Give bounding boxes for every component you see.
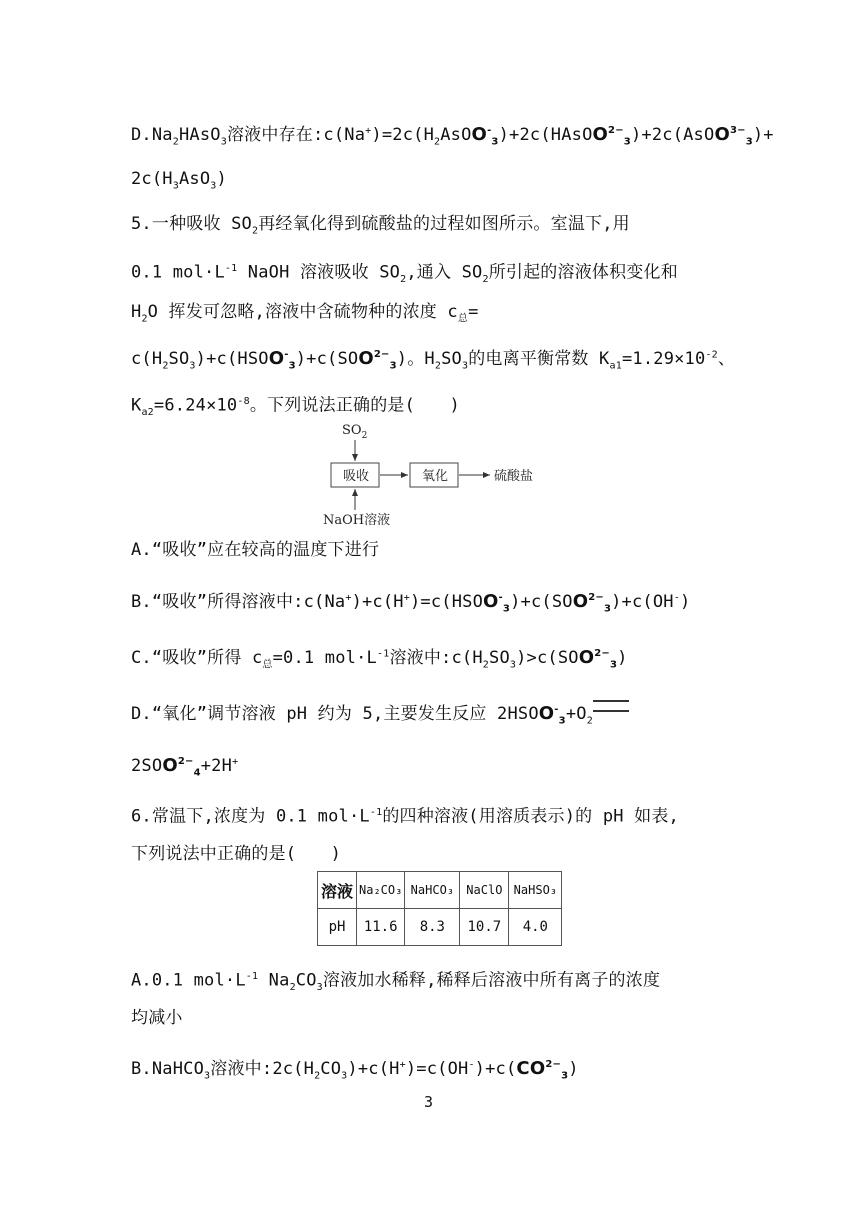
text: 溶液加水稀释,稀释后溶液中所有离子的浓度 (322, 970, 661, 991)
ion-so3 (358, 348, 397, 372)
q5-line2 (131, 257, 678, 292)
text: 3 (745, 136, 753, 148)
ion-hso3 (538, 703, 566, 727)
text: =1.29×10 (621, 349, 706, 369)
q5-line3 (131, 300, 479, 331)
text: AsO (178, 169, 211, 189)
text: 2− (373, 349, 390, 360)
text: ) (617, 648, 628, 668)
diagram-input-bottom-label: NaOH溶液 (323, 513, 391, 528)
prev-option-d-line1 (131, 119, 774, 155)
text: -2 (705, 349, 718, 361)
text: -1 (245, 971, 259, 982)
text: O (471, 124, 488, 145)
text: 3 (509, 659, 517, 671)
text: )=2c(H (371, 125, 434, 145)
text: 2 (162, 360, 169, 372)
text: 3 (189, 360, 196, 372)
output-label: 硫酸盐 (494, 469, 534, 484)
text: 2 (361, 431, 368, 441)
text: a2 (141, 407, 154, 419)
text: O (162, 755, 178, 776)
text: O (714, 124, 730, 145)
text: O (358, 348, 374, 369)
text: Na (258, 970, 290, 991)
text: 3 (210, 180, 217, 192)
ion-so3 (572, 591, 612, 615)
text: O 挥发可忽略,溶液中含硫物种的浓度 c (147, 302, 458, 322)
text: )=c(HSO (409, 592, 484, 612)
text: 3− (729, 125, 746, 136)
text: 3 (561, 1070, 569, 1082)
text: O (483, 591, 499, 612)
text: )+c(SO (510, 592, 573, 612)
text: 2 (172, 136, 179, 148)
table-column-header: NaClO (460, 872, 509, 909)
text: 均减小 (131, 1008, 183, 1028)
text: + (365, 125, 372, 137)
q5-line4 (131, 343, 735, 379)
text: ,通入 SO (406, 262, 483, 283)
text: 3 (461, 360, 469, 372)
text: 、 (717, 349, 736, 369)
q6-option-a-line2 (131, 1006, 183, 1030)
table-column-header: NaHSO₃ (509, 872, 562, 909)
text: AsO (440, 125, 472, 145)
text: )+c( (474, 1059, 517, 1079)
text: SO (168, 349, 190, 369)
text: CO (516, 1058, 546, 1079)
text: )+c(H (351, 592, 404, 612)
text: 2 (141, 313, 148, 325)
text: Na (151, 125, 173, 145)
text: - (498, 592, 503, 603)
text: B.NaHCO (131, 1059, 205, 1079)
text: 3 (172, 180, 179, 192)
text: 2 (586, 715, 593, 727)
text: 的电离平衡常数 K (468, 349, 610, 369)
text: + (232, 756, 239, 768)
text: + (345, 592, 352, 604)
table-cell: 11.6 (357, 909, 405, 946)
text: + (399, 1059, 406, 1071)
text: )+2c(HAsO (498, 125, 593, 145)
text: D. (131, 125, 152, 145)
text: D.“氧化”调节溶液 pH 约为 5,主要发生反应 2HSO (131, 704, 539, 724)
text: 3 (316, 982, 323, 994)
text: O (268, 348, 285, 369)
text: 所引起的溶液体积变化和 (488, 262, 678, 283)
text: 溶液中:2c(H (210, 1059, 315, 1079)
text: 下列说法中正确的是( ) (131, 844, 342, 864)
text: 再经氧化得到硫酸盐的过程如图所示。室温下,用 (258, 214, 630, 234)
text: B.“吸收”所得溶液中:c(Na (131, 592, 346, 612)
text: O (578, 647, 595, 668)
text: 2 (314, 1070, 321, 1082)
text: 3 (558, 715, 566, 727)
text: )+c(SO (295, 349, 359, 369)
oxidize-box-label: 氧化 (422, 469, 449, 484)
ion-haso3 (592, 124, 631, 148)
q5-option-a (131, 538, 379, 562)
text: a1 (609, 360, 622, 372)
text: =6.24×10 (153, 395, 238, 416)
text: 4 (193, 767, 201, 779)
table-header-label: 溶液 (318, 872, 357, 909)
ion-so4 (162, 755, 201, 779)
ion-so3 (578, 647, 618, 671)
text: C.“吸收”所得 c (131, 648, 263, 668)
ion-hso3 (268, 348, 296, 372)
text: 2− (177, 756, 194, 767)
text: 3 (491, 136, 499, 148)
q6-line1 (131, 801, 679, 829)
text: 3 (220, 136, 227, 148)
text: K (131, 395, 142, 416)
q6-option-b (131, 1053, 579, 1089)
text: 3 (341, 1070, 348, 1082)
text: 2c(H (131, 169, 173, 189)
text: 5.一种吸收 SO (131, 214, 252, 234)
text: 2SO (131, 756, 163, 776)
text: +O (565, 704, 587, 724)
table-column-header: NaHCO₃ (405, 872, 460, 909)
diagram-input-top-label (342, 423, 367, 441)
text: 3 (204, 1070, 211, 1082)
text: 2− (545, 1059, 562, 1070)
text: 2 (482, 274, 489, 286)
q5-option-b (131, 586, 690, 622)
text: O (538, 703, 555, 724)
text: CO (320, 1059, 342, 1079)
text: c(H (131, 349, 163, 369)
text: 。下列说法正确的是( ) (249, 395, 460, 416)
ion-aso3 (714, 124, 753, 148)
text: A.0.1 mol·L (131, 970, 246, 991)
absorb-box-label: 吸收 (343, 469, 370, 484)
text: -1 (224, 263, 238, 274)
text: )>c(SO (516, 648, 579, 668)
text: 2 (289, 982, 296, 994)
text: SO (489, 648, 510, 668)
prev-option-d-line2 (131, 167, 227, 198)
q6-line2 (131, 842, 341, 866)
text: - (284, 349, 289, 360)
text: = (468, 302, 479, 322)
ion-h2aso3 (471, 124, 499, 148)
text: 3 (502, 603, 511, 615)
q6-option-a-line1 (131, 965, 660, 1000)
text: )=c(OH (405, 1059, 469, 1079)
text: - (554, 704, 559, 715)
text: A.“吸收”应在较高的温度下进行 (131, 540, 380, 560)
text: - (673, 592, 680, 604)
text: 0.1 mol·L (131, 262, 225, 283)
equation-equals-sign (593, 700, 629, 712)
text: - (487, 125, 492, 136)
text: O (572, 591, 589, 612)
text: 溶液中存在:c(Na (226, 125, 366, 145)
text: SO (441, 349, 462, 369)
text: 3 (623, 136, 631, 148)
text: -1 (376, 648, 390, 660)
text: 2 (251, 225, 259, 237)
text: 3 (610, 659, 618, 671)
table-cell: 8.3 (405, 909, 460, 946)
text: 2 (482, 659, 490, 671)
text: )。H (396, 349, 435, 369)
text: - (468, 1059, 475, 1071)
q5-line1 (131, 212, 630, 243)
text: -1 (369, 807, 383, 818)
text: 2− (594, 648, 610, 659)
text: ) (568, 1059, 579, 1079)
text: 总 (262, 659, 273, 671)
text: 的四种溶液(用溶质表示)的 pH 如表, (382, 806, 679, 827)
table-row-label: pH (318, 909, 357, 946)
ion-co3 (516, 1058, 569, 1082)
text: )+c(H (347, 1059, 400, 1079)
text: 2 (434, 360, 442, 372)
table-cell: 10.7 (460, 909, 509, 946)
text: SO (342, 423, 362, 438)
text: )+c(OH (611, 592, 674, 612)
table-row (318, 909, 562, 946)
text: )+c(HSO (195, 349, 269, 369)
text: HAsO (178, 125, 221, 145)
text: 6.常温下,浓度为 0.1 mol·L (131, 806, 370, 827)
text: 2 (434, 136, 441, 148)
q5-option-d-line1 (131, 698, 629, 734)
text: +2H (200, 756, 233, 776)
text: 溶液中:c(H (389, 648, 483, 668)
text: 3 (603, 603, 612, 615)
text: 2 (400, 274, 407, 286)
text: -8 (237, 396, 250, 407)
text: 3 (389, 360, 397, 372)
text: NaOH 溶液吸收 SO (237, 262, 401, 283)
q5-option-c (131, 642, 628, 678)
text: )+2c(AsO (630, 125, 715, 145)
text: 总 (457, 313, 469, 325)
ion-hso3 (483, 591, 511, 615)
text: + (403, 592, 410, 604)
text: 3 (288, 360, 296, 372)
text: =0.1 mol·L (272, 648, 377, 668)
table-cell: 4.0 (509, 909, 562, 946)
text: 2− (588, 592, 604, 603)
table-column-header: Na₂CO₃ (357, 872, 405, 909)
q5-option-d-line2 (131, 750, 238, 786)
ph-table (317, 871, 562, 946)
text: 2− (608, 125, 624, 136)
text: ) (216, 169, 227, 189)
text: CO (295, 970, 317, 991)
text: ) (679, 592, 691, 612)
text: O (592, 124, 609, 145)
table-row (318, 872, 562, 909)
text: H (131, 302, 142, 322)
text: )+ (752, 125, 774, 145)
absorption-flow-diagram (310, 420, 550, 530)
page-number: 3 (424, 1093, 434, 1111)
